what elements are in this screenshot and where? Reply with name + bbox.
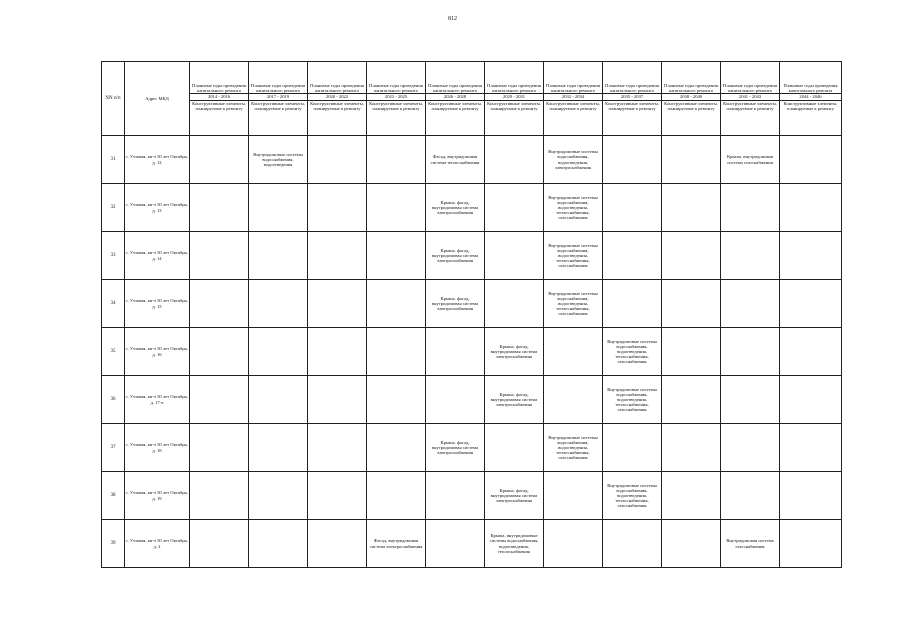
repair-elements-cell: Крыша, фасад, внутридомовая система электроснабжения [426,424,485,472]
repair-elements-cell [721,424,780,472]
row-address: г. Узловая, кв-л 50 лет Октября, д. 16 [125,328,190,376]
repair-elements-cell [426,472,485,520]
header-plan-label: Плановые годы проведения капитального ремонта [367,62,426,94]
repair-elements-cell [662,424,721,472]
header-elements-label: Конструктивные элементы, планируемые к ремонту [780,101,842,136]
repair-elements-cell [367,472,426,520]
repair-elements-cell [308,472,367,520]
repair-elements-cell [190,424,249,472]
repair-elements-cell: Внутридомовые системы водоснабжения, водоотведения, теплоснабжения, газоснабжения [603,328,662,376]
header-elements-label: Конструктивные элементы, планируемые к ремонту [190,101,249,136]
table-row [102,424,842,472]
header-plan-label: Плановые годы проведения капитального ремонта [308,62,367,94]
repair-elements-cell: Крыша, фасад, внутридомовая система электроснабжения [426,280,485,328]
repair-elements-cell [780,520,842,568]
repair-elements-cell [662,232,721,280]
header-years: 2044 - 2046 [780,94,842,101]
repair-elements-cell [485,136,544,184]
repair-elements-cell [367,232,426,280]
table-row [102,472,842,520]
repair-elements-cell [190,136,249,184]
repair-elements-cell [308,424,367,472]
row-number: 32 [102,184,125,232]
repair-elements-cell [190,280,249,328]
repair-elements-cell [662,520,721,568]
repair-elements-cell [544,328,603,376]
header-plan-label: Плановые годы проведения капитального ремонта [485,62,544,94]
repair-elements-cell [662,136,721,184]
table-row [102,232,842,280]
repair-elements-cell [426,328,485,376]
repair-elements-cell [249,232,308,280]
header-elements-label: Конструктивные элементы, планируемые к ремонту [544,101,603,136]
header-years: 2026 - 2028 [426,94,485,101]
repair-elements-cell [249,328,308,376]
repair-elements-cell [721,280,780,328]
repair-elements-cell: Внутридомовые системы водоснабжения, водоотведения, электроснабжения [544,136,603,184]
repair-elements-cell: Внутридомовые системы водоснабжения, водоотведения, теплоснабжения, газоснабжения [544,184,603,232]
header-years: 2038 - 2040 [662,94,721,101]
header-plan-label: Плановые годы проведения капитального ремонта [662,62,721,94]
repair-schedule-table [101,61,842,568]
repair-elements-cell [249,520,308,568]
row-address: г. Узловая, кв-л 50 лет Октября, д. 15 [125,280,190,328]
header-plan-label: Плановые годы проведения капитального ремонта [249,62,308,94]
repair-elements-cell: Крыша, фасад, внутридомовая система электроснабжения [426,184,485,232]
header-elements-label: Конструктивные элементы, планируемые к ремонту [308,101,367,136]
row-address: г. Узловая, кв-л 50 лет Октября, д. 18 [125,424,190,472]
row-number: 37 [102,424,125,472]
table-row [102,520,842,568]
repair-elements-cell: Крыша, внутридомовые системы водоснабжения, водоотведения, теплоснабжения [485,520,544,568]
repair-elements-cell [367,184,426,232]
table-header [102,62,842,136]
repair-elements-cell [190,472,249,520]
header-elements-label: Конструктивные элементы, планируемые к ремонту [249,101,308,136]
repair-elements-cell [249,376,308,424]
repair-elements-cell: Внутридомовые системы водоснабжения, водоотведения [249,136,308,184]
repair-elements-cell [721,472,780,520]
repair-elements-cell [721,232,780,280]
repair-elements-cell: Крыша, фасад, внутридомовая система электроснабжения [485,376,544,424]
repair-elements-cell [249,280,308,328]
repair-elements-cell [780,280,842,328]
repair-elements-cell [721,184,780,232]
header-elements-label: Конструктивные элементы, планируемые к ремонту [721,101,780,136]
table-row [102,184,842,232]
repair-elements-cell [780,424,842,472]
repair-elements-cell: Крыша, фасад, внутридомовая система электроснабжения [485,328,544,376]
repair-elements-cell [367,328,426,376]
row-address: г. Узловая, кв-л 50 лет Октября, д. 12 [125,136,190,184]
repair-elements-cell [190,376,249,424]
row-number: 33 [102,232,125,280]
repair-elements-cell [780,136,842,184]
repair-elements-cell: Фасад, внутридомовая система электроснабжения [367,520,426,568]
header-number: NN п/п [102,62,125,136]
repair-elements-cell: Внутридомовые системы водоснабжения, водоотведения, теплоснабжения, газоснабжения [603,376,662,424]
repair-elements-cell [249,424,308,472]
repair-elements-cell [190,520,249,568]
table-row [102,376,842,424]
repair-elements-cell [426,520,485,568]
page-number: 812 [448,16,457,22]
row-address: г. Узловая, кв-л 50 лет Октября, д. 13 [125,184,190,232]
repair-elements-cell [190,184,249,232]
header-years: 2029 - 2031 [485,94,544,101]
repair-elements-cell: Крыша, внутридомовая система газоснабжения [721,136,780,184]
repair-elements-cell [367,376,426,424]
repair-elements-cell [780,376,842,424]
repair-elements-cell [308,376,367,424]
repair-elements-cell [662,472,721,520]
header-years: 2017 - 2019 [249,94,308,101]
repair-elements-cell [721,328,780,376]
repair-elements-cell [603,424,662,472]
repair-elements-cell [544,472,603,520]
header-years: 2020 - 2022 [308,94,367,101]
header-elements-label: Конструктивные элементы, планируемые к ремонту [485,101,544,136]
header-plan-label: Плановые годы проведения капитального ремонта [603,62,662,94]
header-years: 2023 - 2025 [367,94,426,101]
repair-elements-cell [544,520,603,568]
repair-elements-cell: Внутридомовые системы водоснабжения, водоотведения, теплоснабжения, газоснабжения [544,232,603,280]
row-address: г. Узловая, кв-л 50 лет Октября, д. 14 [125,232,190,280]
repair-elements-cell [249,472,308,520]
repair-elements-cell: Крыша, фасад, внутридомовая система электроснабжения [485,472,544,520]
table-body [102,136,842,568]
repair-elements-cell [603,280,662,328]
row-address: г. Узловая, кв-л 50 лет Октября, д. 17-а [125,376,190,424]
repair-elements-cell [603,520,662,568]
repair-elements-cell [485,184,544,232]
repair-elements-cell [780,184,842,232]
row-address: г. Узловая, кв-л 50 лет Октября, д. 19 [125,472,190,520]
header-plan-label: Плановые годы проведения капитального ремонта [190,62,249,94]
repair-elements-cell [190,328,249,376]
repair-elements-cell [603,184,662,232]
header-address: Адрес МКД [125,62,190,136]
header-plan-label: Плановые годы проведения капитального ремонта [780,62,842,94]
header-years: 2032 - 2034 [544,94,603,101]
header-plan-label: Плановые годы проведения капитального ремонта [426,62,485,94]
repair-elements-cell [721,376,780,424]
repair-elements-cell: Внутридомовая система газоснабжения [721,520,780,568]
header-elements-label: Конструктивные элементы, планируемые к ремонту [603,101,662,136]
repair-elements-cell [544,376,603,424]
repair-elements-cell [308,184,367,232]
row-number: 31 [102,136,125,184]
table-row [102,136,842,184]
repair-elements-cell [485,232,544,280]
header-elements-label: Конструктивные элементы, планируемые к ремонту [662,101,721,136]
repair-elements-cell [603,232,662,280]
row-number: 36 [102,376,125,424]
repair-elements-cell [367,280,426,328]
row-number: 38 [102,472,125,520]
table-row [102,328,842,376]
repair-elements-cell [485,280,544,328]
repair-elements-cell [662,280,721,328]
table-row [102,280,842,328]
header-years: 2014 - 2016 [190,94,249,101]
repair-elements-cell: Крыша, фасад, внутридомовая система электроснабжения [426,232,485,280]
repair-elements-cell [249,184,308,232]
row-number: 34 [102,280,125,328]
header-elements-label: Конструктивные элементы, планируемые к ремонту [367,101,426,136]
repair-elements-cell: Внутридомовые системы водоснабжения, водоотведения, теплоснабжения, газоснабжения [544,424,603,472]
repair-elements-cell [780,472,842,520]
repair-elements-cell [780,232,842,280]
repair-elements-cell [367,136,426,184]
repair-elements-cell: Внутридомовые системы водоснабжения, водоотведения, теплоснабжения, газоснабжения [603,472,662,520]
repair-elements-cell [780,328,842,376]
repair-elements-cell: Внутридомовые системы водоснабжения, водоотведения, теплоснабжения, газоснабжения [544,280,603,328]
header-elements-label: Конструктивные элементы, планируемые к ремонту [426,101,485,136]
repair-elements-cell [308,280,367,328]
repair-elements-cell [426,376,485,424]
header-plan-label: Плановые годы проведения капитального ремонта [544,62,603,94]
row-number: 39 [102,520,125,568]
header-years: 2035 - 2037 [603,94,662,101]
repair-elements-cell [662,184,721,232]
repair-elements-cell [308,520,367,568]
repair-elements-cell [603,136,662,184]
repair-elements-cell [485,424,544,472]
repair-elements-cell [308,232,367,280]
repair-elements-cell [367,424,426,472]
row-number: 35 [102,328,125,376]
repair-elements-cell [190,232,249,280]
header-years: 2041 - 2043 [721,94,780,101]
header-plan-label: Плановые годы проведения капитального ремонта [721,62,780,94]
repair-elements-cell [308,136,367,184]
repair-elements-cell [662,376,721,424]
repair-elements-cell [308,328,367,376]
repair-elements-cell [662,328,721,376]
repair-elements-cell: Фасад, внутридомовая система теплоснабжения [426,136,485,184]
row-address: г. Узловая, кв-л 50 лет Октября, д. 2 [125,520,190,568]
